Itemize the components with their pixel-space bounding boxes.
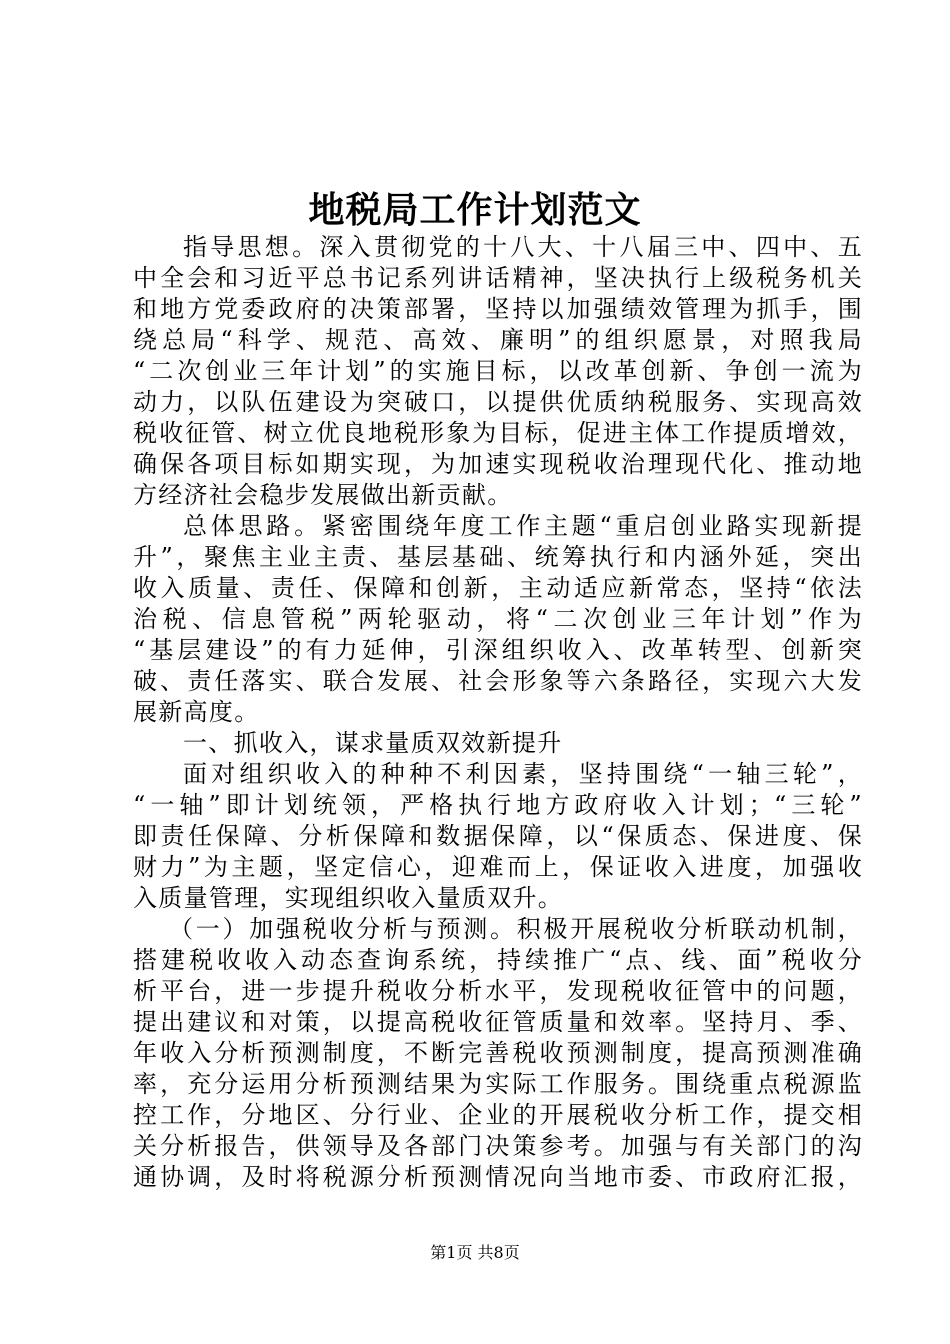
text-line: 指导思想。深入贯彻党的十八大、十八届三中、四中、五 [183,233,863,261]
text-line: 搭建税收收入动态查询系统，持续推广“点、线、面”税收分 [133,946,863,974]
page-number: 第1页 共8页 [430,1243,520,1262]
document-body [133,232,863,1193]
text-line: “基层建设”的有力延伸，引深组织收入、改革转型、创新突 [133,636,863,664]
text-line: 展新高度。 [133,698,260,726]
text-line: 收入质量、责任、保障和创新，主动适应新常态，坚持“依法 [133,574,863,602]
text-line: 即责任保障、分析保障和数据保障，以“保质态、保进度、保 [133,822,863,850]
text-line: 动力，以队伍建设为突破口，以提供优质纳税服务、实现高效 [133,388,863,416]
text-line: 税收征管、树立优良地税形象为目标，促进主体工作提质增效， [133,419,863,447]
text-line: “二次创业三年计划”的实施目标，以改革创新、争创一流为 [133,357,863,385]
text-line: 入质量管理，实现组织收入量质双升。 [133,884,564,912]
text-line: 治税、信息管税”两轮驱动，将“二次创业三年计划”作为 [133,605,863,633]
document-title: 地税局工作计划范文 [308,189,642,231]
text-line: （一）加强税收分析与预测。积极开展税收分析联动机制， [169,915,863,943]
text-line: 破、责任落实、联合发展、社会形象等六条路径，实现六大发 [133,667,863,695]
text-line: 率，充分运用分析预测结果为实际工作服务。围绕重点税源监 [133,1070,863,1098]
text-line: 关分析报告，供领导及各部门决策参考。加强与有关部门的沟 [133,1132,863,1160]
text-line: 方经济社会稳步发展做出新贡献。 [133,481,513,509]
text-line: 中全会和习近平总书记系列讲话精神，坚决执行上级税务机关 [133,264,863,292]
text-line: 和地方党委政府的决策部署，坚持以加强绩效管理为抓手，围 [133,295,863,323]
text-line: 控工作，分地区、分行业、企业的开展税收分析工作，提交相 [133,1101,863,1129]
text-line: 析平台，进一步提升税收分析水平，发现税收征管中的问题， [133,977,863,1005]
text-line: 确保各项目标如期实现，为加速实现税收治理现代化、推动地 [133,450,863,478]
section-heading: 一、抓收入，谋求量质双效新提升 [183,729,563,757]
text-line: 面对组织收入的种种不利因素，坚持围绕“一轴三轮”， [183,760,863,788]
text-line: 升”，聚焦主业主责、基层基础、统筹执行和内涵外延，突出 [133,543,863,571]
text-line: 年收入分析预测制度，不断完善税收预测制度，提高预测准确 [133,1039,863,1067]
text-line: 通协调，及时将税源分析预测情况向当地市委、市政府汇报， [133,1163,863,1191]
text-line: “一轴”即计划统领，严格执行地方政府收入计划；“三轮” [133,791,863,819]
text-line: 绕总局“科学、规范、高效、廉明”的组织愿景，对照我局 [133,326,863,354]
text-line: 总体思路。紧密围绕年度工作主题“重启创业路实现新提 [183,512,863,540]
text-line: 财力”为主题，坚定信心，迎难而上，保证收入进度，加强收 [133,853,863,881]
text-line: 提出建议和对策，以提高税收征管质量和效率。坚持月、季、 [133,1008,863,1036]
